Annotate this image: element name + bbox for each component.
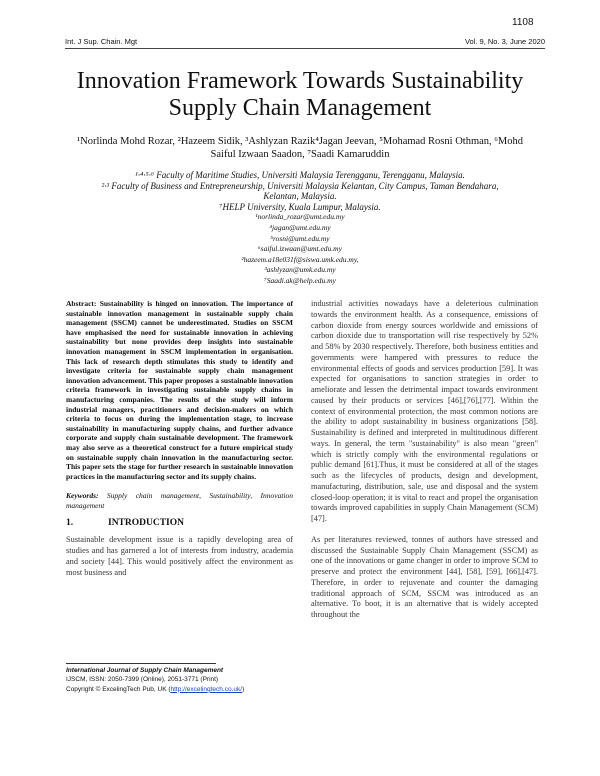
copyright-text: Copyright © ExcelingTech Pub, UK ( <box>66 685 171 693</box>
copyright-close: ) <box>242 685 245 693</box>
running-head <box>65 37 545 49</box>
running-head-volume: Vol. 9, No. 3, June 2020 <box>464 37 545 46</box>
author-email: ⁶saiful.izwaan@umt.edu.my <box>258 244 342 254</box>
author-email: ¹norlinda_rozar@umt.edu.my <box>255 212 345 222</box>
author-line-2: Saiful Izwaan Saadon, ⁷Saadi Kamaruddin <box>210 149 390 160</box>
body-paragraph: industrial activities nowadays have a deleterious culmination towards the environment health. As a consequence, emissions of carbon dioxide from energy sources worldwide and emissions of carbon dioxide due to transportation will rise respectively by 52% and 58% by 2030 respectively. Therefore, both business entities and governments were hampered with pressures to reduce the environmental effects of goods and services production [59]. It was expected for organisations to sanction strategies in order to ameliorate and lessen the detrimental impact towards environment caused by their products or services [46],[76],[77]. Within the context of environmental protection, the most common notions are the ability to adopt sustainability in business organizations [58]. Sustainability is defined and interpreted in multitudinous different ways. In general, the term "sustainability" is also mean "green" which is strictly comply with the environmental regulations or public demand [61].Thus, it must be considered at all of the stages such as the lifecycles of products, design and development, manufacturing, distribution, sale, use and disposal and the system closed-loop operation; it is vital to react and propel the organisation towards improved capabilities in supply Chain Management (SCM) [47]. <box>311 299 538 523</box>
author-email: ⁴jagan@umt.edu.my <box>269 222 331 232</box>
affiliation-line-4: ⁷HELP University, Kuala Lumpur, Malaysia. <box>219 201 381 212</box>
author-email: ⁵rosni@umt.edu.my <box>270 233 330 243</box>
left-column <box>66 299 293 579</box>
footer-journal-title: International Journal of Supply Chain Management <box>66 667 224 674</box>
journal-footer <box>66 663 296 694</box>
keywords <box>66 491 293 510</box>
author-list <box>55 135 545 161</box>
abstract: Abstract: Sustainability is hinged on innovation. The importance of sustainable innovation management in sustainable supply chain management (SSCM) cannot be underestimated. Studies on SSCM have emphasised the need for sustainable innovation in achieving sustainability but none provides deep insights into sustainable innovation management in SSCM implementation in organisation. This lack of research depth stimulates this study to identify and investigate criteria for sustainable supply chain management innovation advancement. This paper proposes a sustainable innovation criteria framework in investigating sustainable supply chains in manufacturing companies. The results of the study will inform industrial managers, practitioners and decision-makers on which criteria to focus on during the implementation stage, to increase sustainability in manufacturing supply chains, and further advance corporate and supply chain sustainable development. The framework may also serve as a theoretical construct for a future empirical study on sustainable supply chain innovation in the manufacturing sector. This paper sets the stage for further research in sustainable innovation practices in the manufacturing sector and its supply chains. <box>66 299 293 481</box>
section-number: 1. <box>66 518 74 529</box>
paper-title: Innovation Framework Towards Sustainability Supply Chain Management <box>76 68 524 121</box>
section-heading-introduction <box>66 519 293 529</box>
affiliation-line-3: Kelantan, Malaysia. <box>263 191 337 202</box>
running-head-journal: Int. J Sup. Chain. Mgt <box>65 37 138 46</box>
publisher-link[interactable]: http://excelingtech.co.uk/ <box>170 685 243 693</box>
author-email: ³ashlyzan@umk.edu.my <box>264 265 336 275</box>
author-line-1: ¹Norlinda Mohd Rozar, ²Hazeem Sidik, ³Ashlyzan Razik⁴Jagan Jeevan, ⁵Mohamad Rosni Othman, ⁶Mohd <box>76 136 524 147</box>
body-paragraph: As per literatures reviewed, tonnes of authors have stressed and discussed the Sustainable Supply Chain Management (SSCM) as one of the innovations or game changer in order to improve SCM to preserve and protect the environment [44], [58], [59], [66],[47]. Therefore, in order to rejuvenate and counter the damaging traditional approach of SCM, SSCM was introduced as an alternative. To boot, it is an alternative that is widely accepted throughout the <box>311 534 538 619</box>
right-column <box>311 299 538 621</box>
keywords-text: Supply chain management, Sustainability, Innovation management <box>66 491 293 510</box>
keywords-label: Keywords: <box>66 491 99 501</box>
author-email: ⁷Saadi.ak@help.edu.my <box>264 275 336 285</box>
affiliations <box>55 170 545 287</box>
affiliation-line-1: ¹·⁴·⁵·⁶ Faculty of Maritime Studies, Universiti Malaysia Terengganu, Terengganu, Malaysia. <box>135 170 465 180</box>
footer-issn: IJSCM, ISSN: 2050-7399 (Online), 2051-3771 (Print) <box>66 676 219 684</box>
affiliation-line-2: ²·³ Faculty of Business and Entrepreneurship, Universiti Malaysia Kelantan, City Campus, Taman Bendahara, <box>101 180 499 191</box>
footer-rule <box>66 663 216 664</box>
section-title: INTRODUCTION <box>108 518 185 529</box>
introduction-paragraph: Sustainable development issue is a rapidly developing area of studies and has garnered a lot of interests from industry, academia and society [44]. This would positively affect the environment as most business and <box>66 535 293 577</box>
footer-copyright <box>66 685 296 694</box>
author-email: ²hazeem.a18e031f@siswa.umk.edu.my, <box>241 254 359 264</box>
page-number: 1108 <box>512 17 534 28</box>
